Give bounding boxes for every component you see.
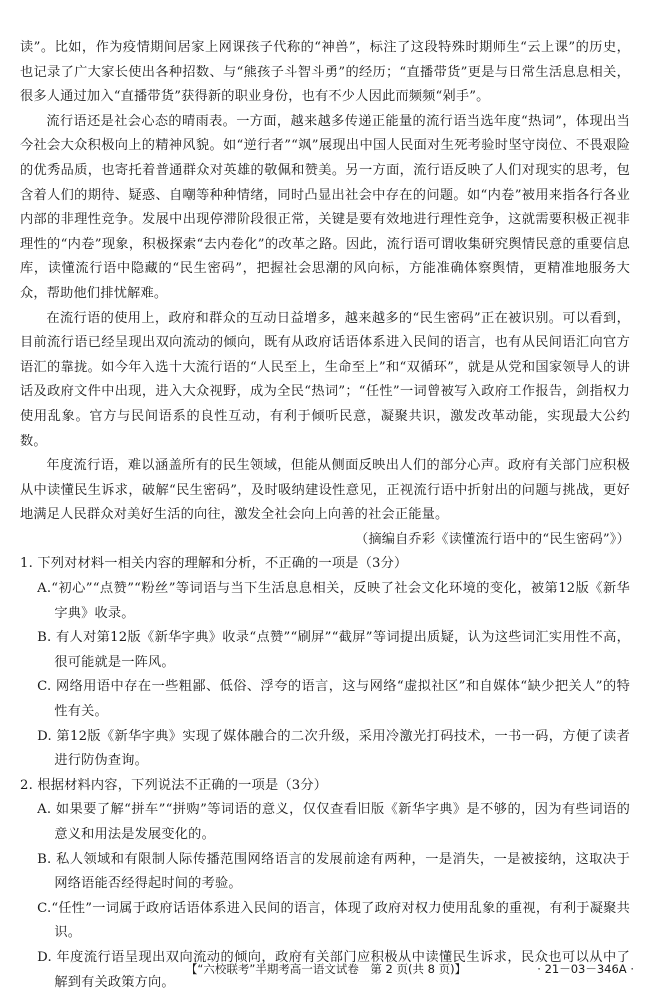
source-citation: （摘编自乔彩《读懂流行语中的“民生密码”》） [354,531,630,547]
option-b: B. 私人领域和有限制人际传播范围网络语言的发展前途有两种，一是消失，一是被接纳，这取决于网络语能否经得起时间的考验。 [37,851,630,892]
paragraph-continued: 读”。比如，作为疫情期间居家上网课孩子代称的“神兽”，标注了这段特殊时期师生“云上课”的历史，也记录了广大家长使出各种招数、与“熊孩子斗智斗勇”的经历；“直播带货”更是与日常生活息息相关，很多人通过加入“直播带货”获得新的职业身份，也有不少人因此而频频“剁手”。 [20,40,630,105]
page-footer [0,961,652,977]
option-a: A.“初心”“点赞”“粉丝”等词语与当下生活息息相关，反映了社会文化环境的变化，被第12版《新华字典》收录。 [37,581,630,621]
footer-title: 【“六校联考”半期考高一语文试卷 第 2 页(共 8 页)】 [185,962,467,976]
option-d: D. 第12版《新华字典》实现了媒体融合的二次升级，采用冷激光打码技术，一书一码，方便了读者进行防伪查询。 [37,728,630,769]
paragraph-social-mood: 流行语还是社会心态的晴雨表。一方面，越来越多传递正能量的流行语当选年度“热词”，体现出当今社会大众积极向上的精神风貌。如“逆行者”“飒”展现出中国人民面对生死考验时坚守岗位、不畏艰险的优秀品质，也寄托着普通群众对英雄的敬佩和赞美。另一方面，流行语反映了人们对现实的思考，包含着人们的期待、疑惑、自嘲等种种情绪，同时凸显出社会中存在的问题。如“内卷”被用来指各行各业内部的非理性竞争。发展中出现停滞阶段很正常，关键是要有效地进行理性竞争，这就需要积极正视非理性的“内卷”现象，积极探索“去内卷化”的改革之路。因此，流行语可谓收集研究舆情民意的重要信息库，读懂流行语中隐藏的“民生密码”，把握社会思潮的风向标，方能准确体察舆情，更精准地服务大众，帮助他们排忧解难。 [20,113,630,301]
question-stem: 1. 下列对材料一相关内容的理解和分析，不正确的一项是（3分） [20,556,408,572]
option-b: B. 有人对第12版《新华字典》收录“点赞”“刷屏”“截屏”等词提出质疑，认为这些词汇实用性不高，很可能就是一阵风。 [37,630,630,670]
option-a: A. 如果要了解“拼车”“拼购”等词语的意义，仅仅查看旧版《新华字典》是不够的，因为有些词语的意义和用法是发展变化的。 [37,802,630,842]
question-1 [20,552,630,773]
option-c: C. 网络用语中存在一些粗鄙、低俗、浮夸的语言，这与网络“虚拟社区”和自媒体“缺少把关人”的特性有关。 [37,679,630,720]
paragraph-two-way-flow: 在流行语的使用上，政府和群众的互动日益增多，越来越多的“民生密码”正在被识别。可以看到，目前流行语已经呈现出双向流动的倾向，既有从政府话语体系进入民间的语言，也有从民间语汇向官方语汇的靠拢。如今年入选十大流行语的“人民至上，生命至上”和“双循环”，就是从党和国家领导人的讲话及政府文件中出现，进入大众视野，成为全民“热词”；“任性”一词曾被写入政府工作报告，剑指权力使用乱象。官方与民间语系的良性互动，有利于倾听民意，凝聚共识，激发改革动能，实现最大公约数。 [20,310,630,449]
article-body [20,36,630,995]
question-stem: 2. 根据材料内容，下列说法不正确的一项是（3分） [20,777,328,793]
footer-code: · 21－03－346A · [537,962,634,976]
paragraph-conclusion: 年度流行语，难以涵盖所有的民生领域，但能从侧面反映出人们的部分心声。政府有关部门应积极从中读懂民生诉求，破解“民生密码”，及时吸纳建设性意见，正视流行语中折射出的问题与挑战，更好地满足人民群众对美好生活的向往，激发全社会向上向善的社会正能量。 [20,458,630,523]
option-d: D. 年度流行语呈现出双向流动的倾向，政府有关部门应积极从中读懂民生诉求，民众也可以从中了解到有关政策方向。 [37,949,630,990]
option-c: C.“任性”一词属于政府话语体系进入民间的语言，体现了政府对权力使用乱象的重视，有利于凝聚共识。 [37,900,630,941]
